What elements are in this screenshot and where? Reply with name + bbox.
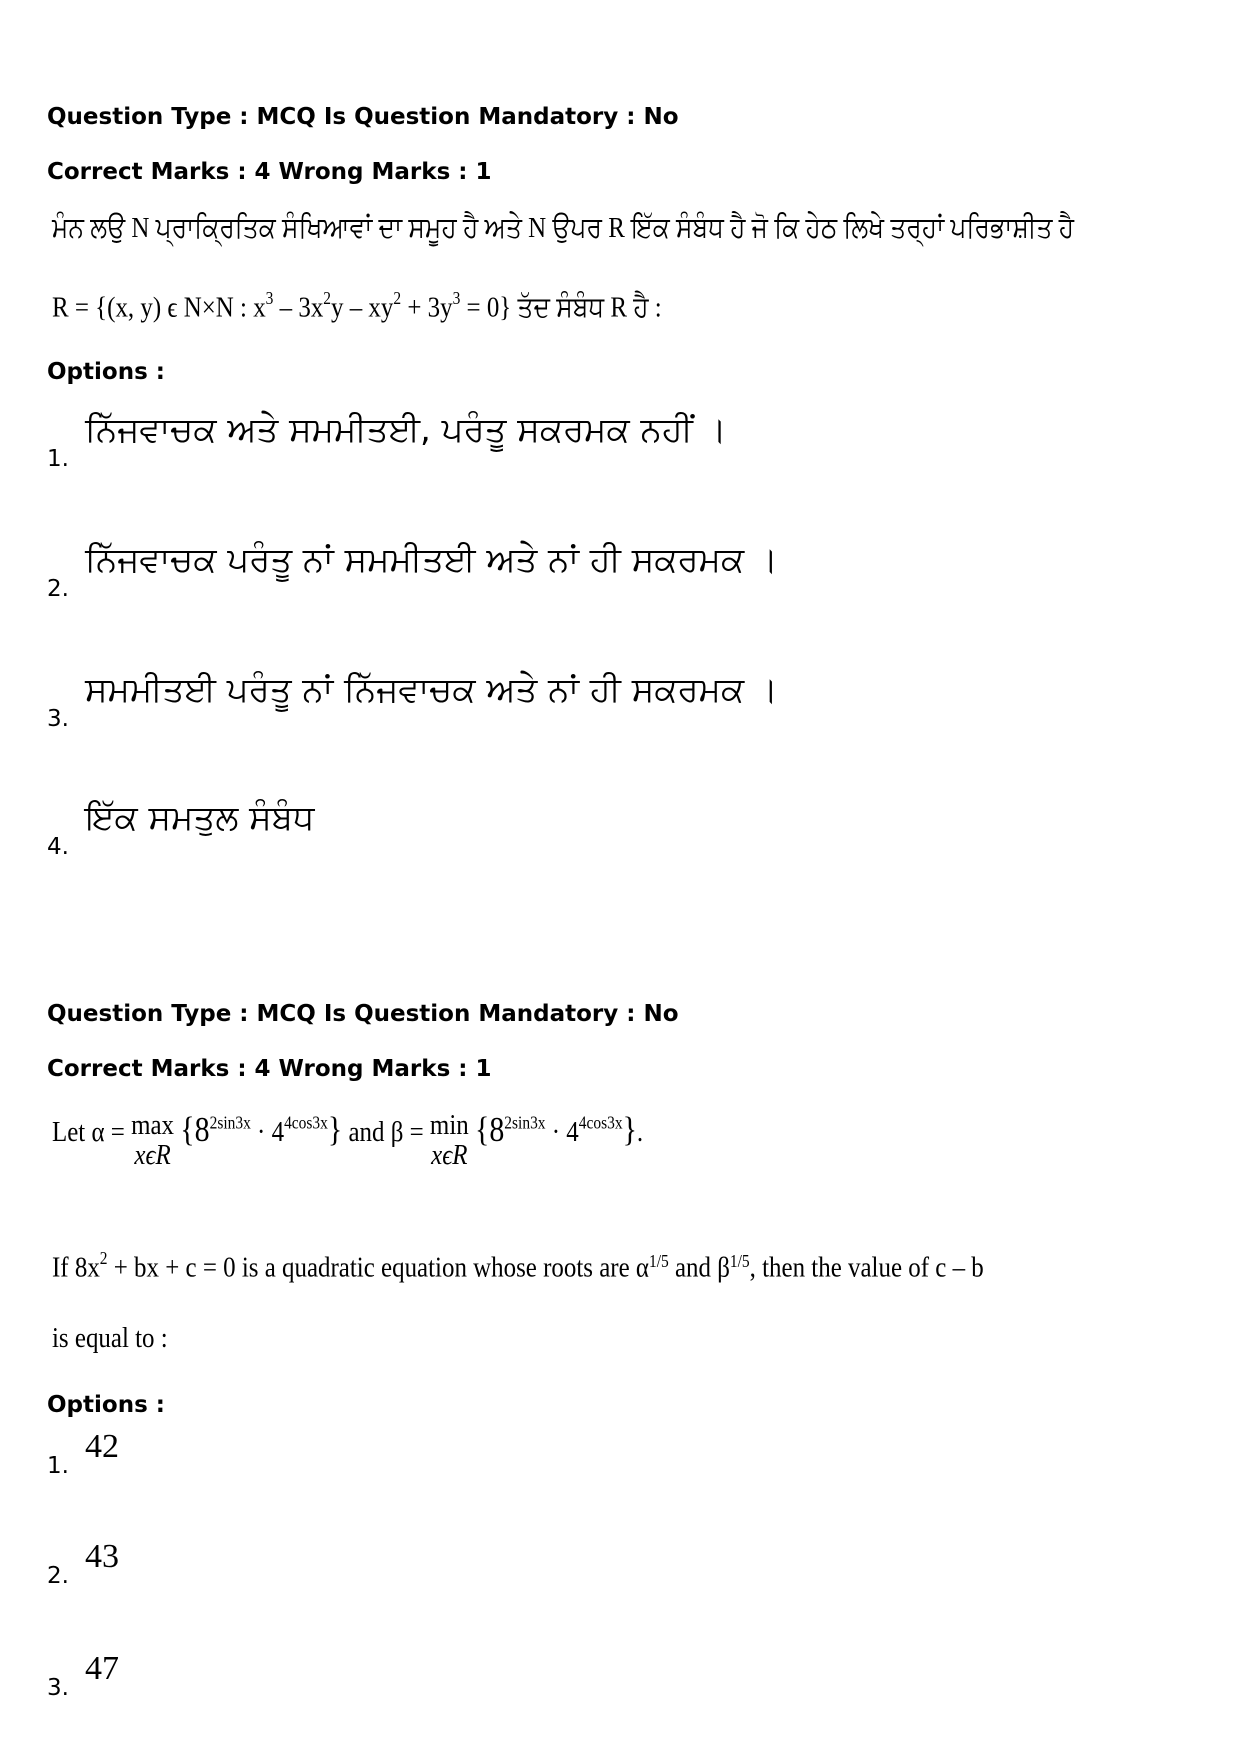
q2-let-alpha: Let α =	[52, 1116, 132, 1148]
q1-option-3-number: 3.	[47, 706, 69, 732]
q1-option-2-text[interactable]: ਨਿੱਜਵਾਚਕ ਪਰੰਤੂ ਨਾਂ ਸਮਮੀਤਈ ਅਤੇ ਨਾਂ ਹੀ ਸਕਰਮਕ ।	[85, 540, 778, 580]
q1-option-1-text[interactable]: ਨਿੱਜਵਾਚਕ ਅਤੇ ਸਮਮੀਤਈ, ਪਰੰਤੂ ਸਕਰਮਕ ਨਹੀਂ ।	[85, 410, 727, 450]
q2-question-type: Question Type : MCQ Is Question Mandatory : No	[47, 1001, 679, 1027]
q2-set-a-mid: · 4	[250, 1116, 285, 1148]
q2-set-b-exp-2: 4cos3x	[578, 1112, 623, 1133]
q1-stem-line-1: ਮੰਨ ਲਉ N ਪ੍ਰਾਕ੍ਰਿਤਿਕ ਸੰਖਿਆਵਾਂ ਦਾ ਸਮੂਹ ਹੈ ਅਤੇ N ਉਪਰ R ਇੱਕ ਸੰਬੰਧ ਹੈ ਜੋ ਕਿ ਹੇਠ ਲਿਖੇ ਤਰ੍ਹਾਂ ਪਰਿਭਾਸ਼ੀਤ ਹੈ	[52, 212, 1075, 244]
q2-let-end: .	[636, 1116, 644, 1148]
q1-relation-expr-a: R = {(x, y) ϵ N×N : x	[52, 291, 266, 324]
q2-stem-c: and β	[668, 1251, 730, 1284]
q1-relation-expr-d: + 3y	[401, 291, 453, 324]
q1-marks: Correct Marks : 4 Wrong Marks : 1	[47, 159, 492, 185]
q2-beta-exponent: 1/5	[729, 1250, 750, 1271]
q2-set-a-open: {8	[180, 1110, 210, 1149]
q2-stem-exp: 2	[99, 1248, 108, 1268]
q1-exp-4: 3	[452, 288, 461, 308]
q2-stem-d: , then the value of c – b	[749, 1251, 984, 1284]
q2-option-2-number: 2.	[47, 1563, 69, 1589]
q1-options-label: Options :	[47, 359, 165, 385]
q2-options-label: Options :	[47, 1392, 165, 1418]
q2-option-3-text[interactable]: 47	[85, 1650, 119, 1687]
q1-relation-expr-e: = 0}	[460, 291, 512, 324]
q2-option-2-text[interactable]: 43	[85, 1538, 119, 1575]
q2-option-3-number: 3.	[47, 1675, 69, 1701]
q1-relation-expr-b: – 3x	[273, 291, 324, 324]
q1-option-4-number: 4.	[47, 834, 69, 860]
q2-stem-a: If 8x	[52, 1251, 100, 1284]
q1-option-3-text[interactable]: ਸਮਮੀਤਈ ਪਰੰਤੂ ਨਾਂ ਨਿੱਜਵਾਚਕ ਅਤੇ ਨਾਂ ਹੀ ਸਕਰਮਕ ।	[85, 670, 778, 710]
q1-relation-expr-c: y – xy	[331, 291, 394, 324]
q2-set-a-exp-2: 4cos3x	[284, 1112, 328, 1133]
q2-set-b-close: }	[622, 1110, 637, 1149]
q1-option-2-number: 2.	[47, 576, 69, 602]
q2-set-a-close: }	[327, 1110, 343, 1149]
q2-stem-b: + bx + c = 0 is a quadratic equation whose roots are α	[107, 1251, 649, 1284]
q2-set-a-exp-1: 2sin3x	[209, 1112, 251, 1133]
q2-min-operator: min xϵR	[429, 1109, 469, 1172]
q2-alpha-exponent: 1/5	[648, 1250, 669, 1271]
q2-set-b-mid: · 4	[545, 1116, 579, 1148]
q2-set-b-exp-1: 2sin3x	[504, 1112, 546, 1133]
q1-option-4-text[interactable]: ਇੱਕ ਸਮਤੁਲ ਸੰਬੰਧ	[85, 798, 315, 838]
q2-set-b-open: {8	[474, 1110, 505, 1149]
q1-exp-1: 3	[265, 288, 274, 308]
q1-question-type: Question Type : MCQ Is Question Mandatory : No	[47, 104, 679, 130]
q1-relation-tail: ਤੱਦ ਸੰਬੰਧ R ਹੈ :	[511, 291, 662, 324]
q2-stem-line-1	[52, 1248, 984, 1285]
q2-let-line	[52, 1110, 643, 1171]
q1-stem-line-2	[52, 288, 662, 325]
q2-max-operator: max xϵR	[131, 1109, 175, 1172]
q2-option-1-number: 1.	[47, 1453, 69, 1479]
q1-exp-2: 2	[323, 288, 332, 308]
q2-and-beta: and β =	[342, 1116, 430, 1148]
q2-option-1-text[interactable]: 42	[85, 1428, 119, 1465]
q1-option-1-number: 1.	[47, 446, 69, 472]
q1-exp-3: 2	[393, 288, 402, 308]
q2-stem-line-2: is equal to :	[52, 1322, 168, 1354]
q2-marks: Correct Marks : 4 Wrong Marks : 1	[47, 1056, 492, 1082]
